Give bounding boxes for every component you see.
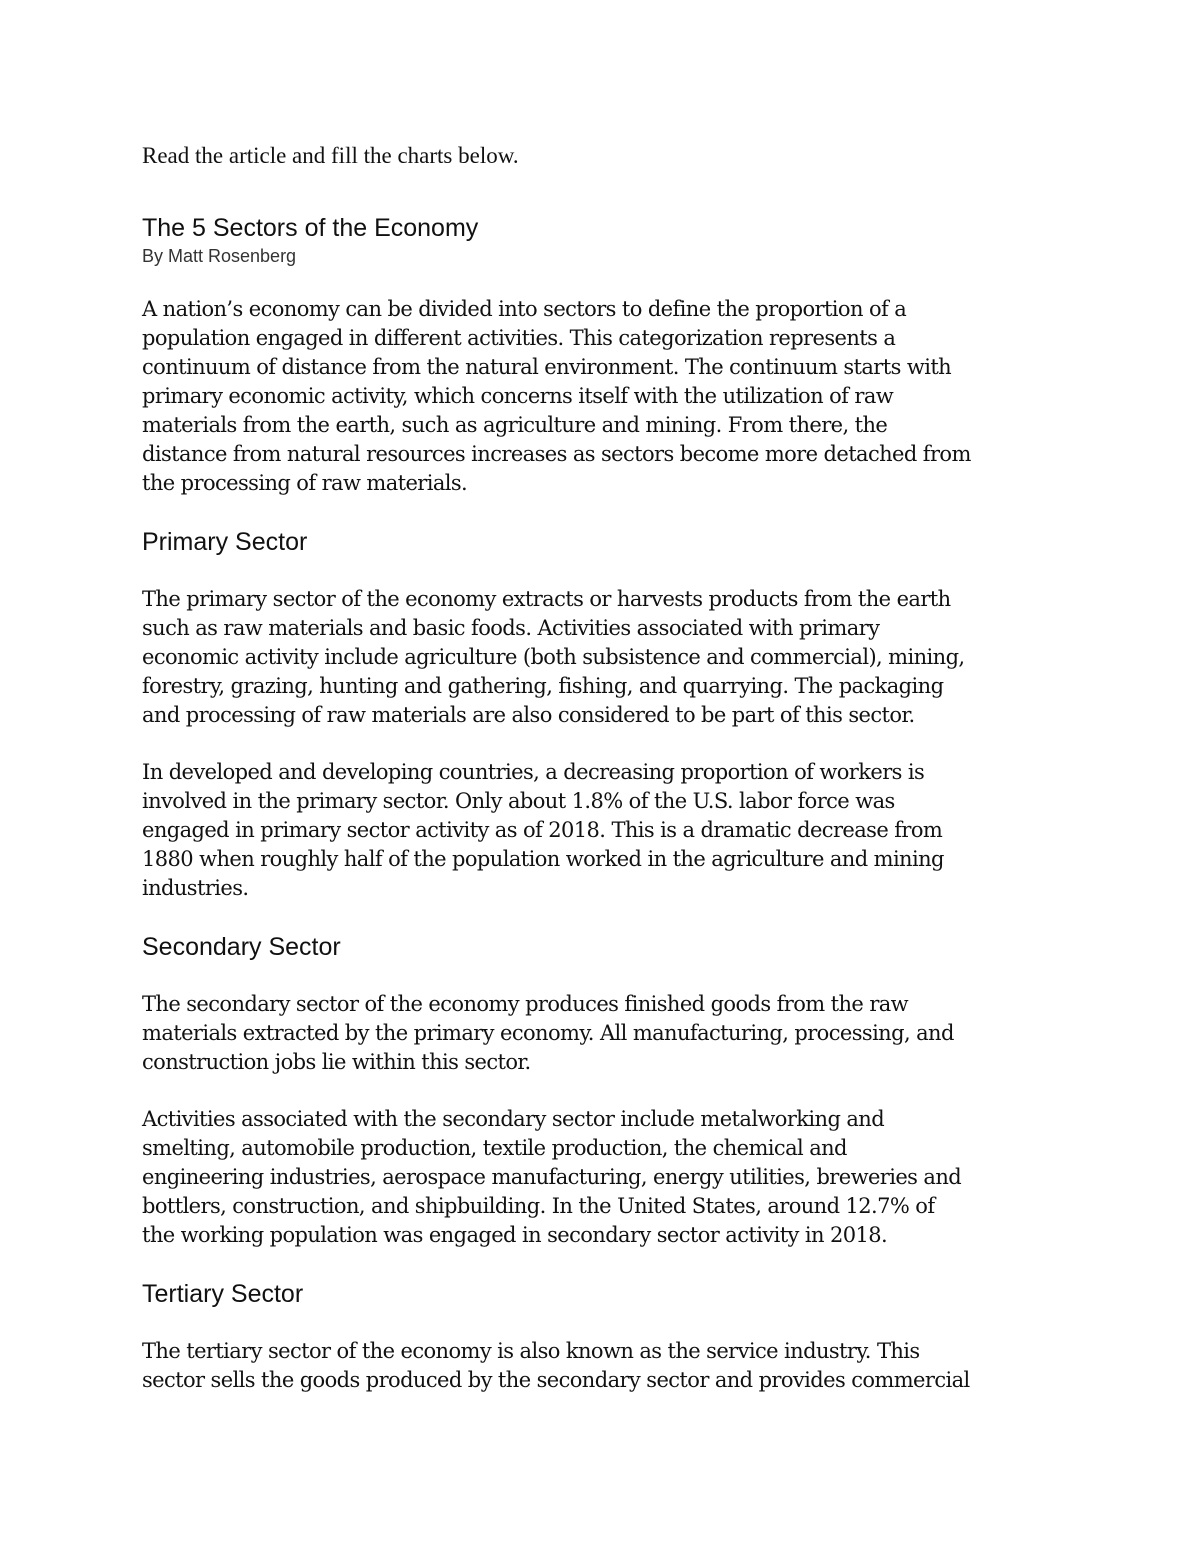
intro-paragraph: [142, 295, 971, 498]
tertiary-sector-heading: Tertiary Sector: [142, 1280, 304, 1308]
text-line: distance from natural resources increases as sectors become more detached from: [142, 442, 971, 466]
primary-sector-heading: Primary Sector: [142, 528, 308, 556]
text-line: smelting, automobile production, textile production, the chemical and: [142, 1136, 847, 1160]
text-line: primary economic activity, which concerns itself with the utilization of raw: [142, 384, 894, 408]
text-line: The tertiary sector of the economy is also known as the service industry. This: [142, 1339, 920, 1363]
text-line: sector sells the goods produced by the secondary sector and provides commercial: [142, 1368, 970, 1392]
text-line: materials from the earth, such as agriculture and mining. From there, the: [142, 413, 888, 437]
text-line: economic activity include agriculture (both subsistence and commercial), mining,: [142, 645, 965, 669]
text-line: continuum of distance from the natural environment. The continuum starts with: [142, 355, 952, 379]
text-line: A nation’s economy can be divided into sectors to define the proportion of a: [142, 297, 907, 321]
text-line: and processing of raw materials are also considered to be part of this sector.: [142, 703, 915, 727]
text-line: The secondary sector of the economy produces finished goods from the raw: [142, 992, 909, 1016]
text-line: engineering industries, aerospace manufacturing, energy utilities, breweries and: [142, 1165, 962, 1189]
secondary-paragraph-1: [142, 990, 954, 1077]
primary-paragraph-2: [142, 758, 944, 903]
tertiary-paragraph-1: [142, 1337, 970, 1395]
text-line: the working population was engaged in secondary sector activity in 2018.: [142, 1223, 888, 1247]
text-line: Activities associated with the secondary sector include metalworking and: [142, 1107, 885, 1131]
primary-paragraph-1: [142, 585, 965, 730]
text-line: the processing of raw materials.: [142, 471, 468, 495]
text-line: engaged in primary sector activity as of 2018. This is a dramatic decrease from: [142, 818, 943, 842]
instruction-text: Read the article and fill the charts below.: [142, 143, 519, 168]
text-line: 1880 when roughly half of the population worked in the agriculture and mining: [142, 847, 944, 871]
secondary-sector-heading: Secondary Sector: [142, 933, 341, 961]
text-line: population engaged in different activities. This categorization represents a: [142, 326, 896, 350]
text-line: materials extracted by the primary economy. All manufacturing, processing, and: [142, 1021, 954, 1045]
text-line: bottlers, construction, and shipbuilding. In the United States, around 12.7% of: [142, 1194, 935, 1218]
text-line: forestry, grazing, hunting and gathering, fishing, and quarrying. The packaging: [142, 674, 944, 698]
text-line: The primary sector of the economy extracts or harvests products from the earth: [142, 587, 951, 611]
article-byline: By Matt Rosenberg: [142, 246, 297, 266]
text-line: In developed and developing countries, a decreasing proportion of workers is: [142, 760, 925, 784]
text-line: industries.: [142, 876, 249, 900]
text-line: construction jobs lie within this sector.: [142, 1050, 531, 1074]
text-line: involved in the primary sector. Only about 1.8% of the U.S. labor force was: [142, 789, 895, 813]
secondary-paragraph-2: [142, 1105, 961, 1250]
article-title: The 5 Sectors of the Economy: [142, 214, 479, 242]
text-line: such as raw materials and basic foods. Activities associated with primary: [142, 616, 880, 640]
